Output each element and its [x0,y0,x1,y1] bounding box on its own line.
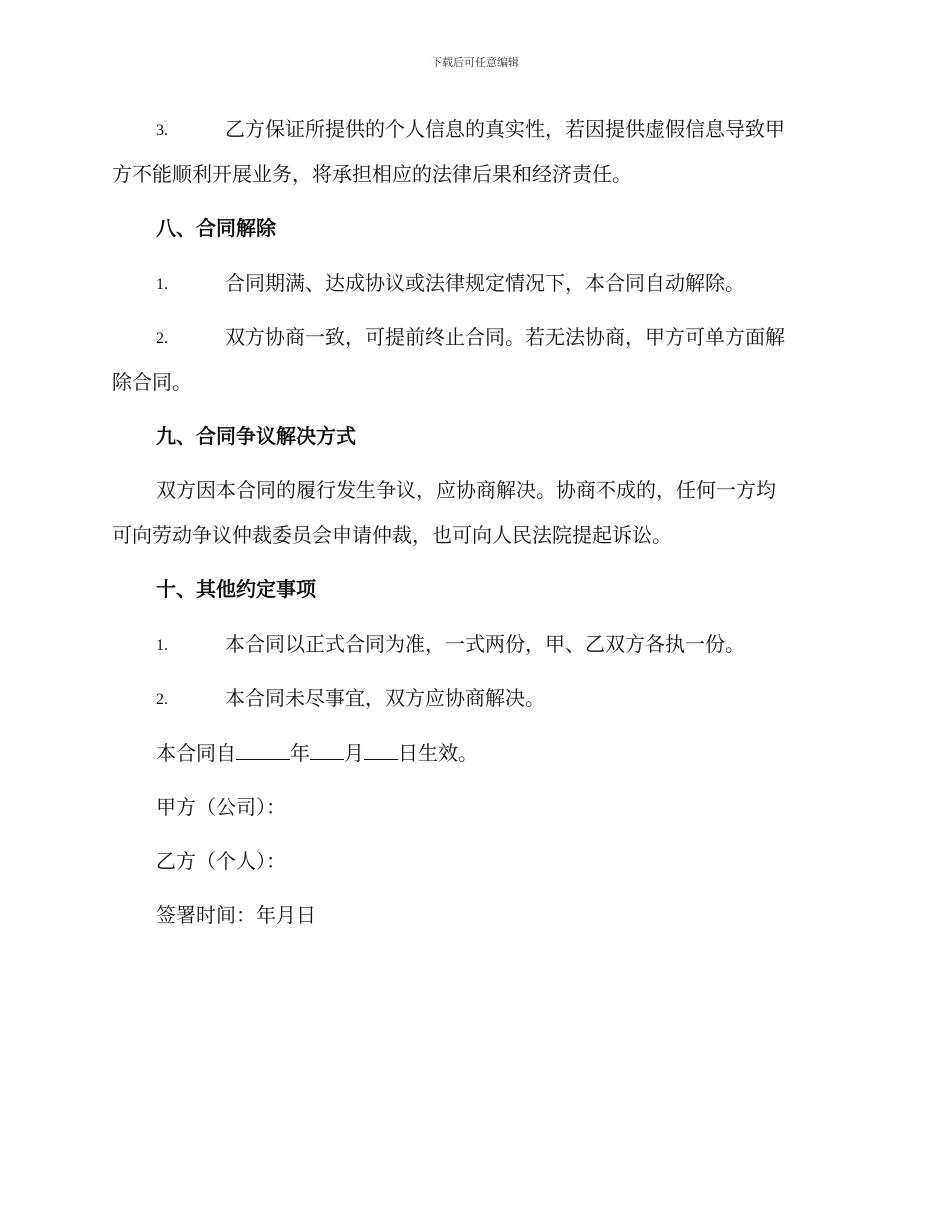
day-blank [364,741,398,760]
item-number: 1. [156,276,168,293]
item-number: 3. [156,122,168,139]
year-blank [236,741,290,760]
item-text: 乙方保证所提供的个人信息的真实性，若因提供虚假信息导致甲 [225,117,785,141]
item-number: 2. [156,330,168,347]
item-text: 本合同以正式合同为准，一式两份，甲、乙双方各执一份。 [225,632,745,656]
page-header: 下载后可任意编辑 [431,56,519,69]
month-blank [310,741,344,760]
item-text: 合同期满、达成协议或法律规定情况下，本合同自动解除。 [225,271,745,295]
item-text: 双方协商一致，可提前终止合同。若无法协商，甲方可单方面解 [225,325,785,349]
item-number: 1. [156,637,168,654]
item-text: 本合同未尽事宜，双方应协商解决。 [225,686,545,710]
document-page: 下载后可任意编辑 3. 乙方保证所提供的个人信息的真实性，若因提供虚假信息导致甲 方不能顺利开展业务，将承担相应的法律后果和经济责任。 八、合同解除 1. 合同期满、达成协议或法律规定情况下，本合同自动解除。 2. 双方协商一致，可提前终止合同。若无法协商，甲方可单方面解 除合同。 九、合同争议解决方式 双方因本合同的履行发生争议，应协商解决。协商不成的，任何一方均 可向劳动争议仲裁委员会申请仲裁，也可向人民法院提起诉讼。 十、其他约定事项 1. 本合同以正式合同为准，一式两份，甲、乙双方各执一份。 2. 本合同未尽事宜，双方应协商解决。 本合同自 年 月 日生效。 甲方（公司）： 乙方（个人）： 签署时间：年月日 [0,0,950,1230]
item-number: 2. [156,691,168,708]
